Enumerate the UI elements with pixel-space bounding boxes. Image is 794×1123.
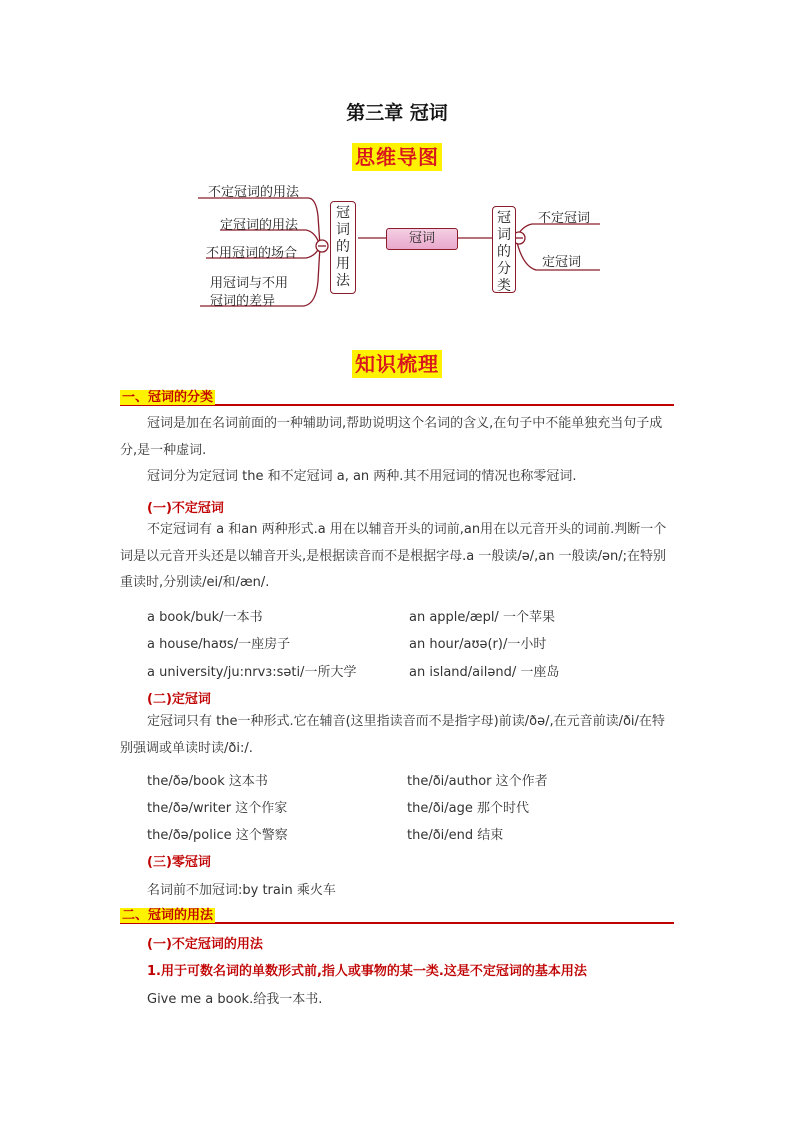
section-heading-1-text: 一、冠词的分类 <box>122 390 214 405</box>
subheading-indefinite-usage: (一)不定冠词的用法 <box>147 937 263 952</box>
mindmap-left-item-3: 不用冠词的场合 <box>206 246 298 261</box>
example-right: an apple/æpl/ 一个苹果 <box>409 610 555 625</box>
left-box-char: 用 <box>336 256 350 272</box>
example-right: the/ði/author 这个作者 <box>407 774 548 789</box>
section-heading-2 <box>120 904 674 924</box>
right-box-char: 类 <box>497 278 511 294</box>
right-box-char: 分 <box>497 261 511 277</box>
mindmap-left-box <box>330 201 356 294</box>
paragraph-classification: 冠词分为定冠词 the 和不定冠词 a, an 两种.其不用冠词的情况也称零冠词. <box>147 469 577 484</box>
page-title: 第三章 冠词 <box>346 102 448 124</box>
right-box-char: 词 <box>497 227 511 243</box>
subheading-zero-article: (三)零冠词 <box>147 855 211 870</box>
section-heading-2-text: 二、冠词的用法 <box>122 908 214 923</box>
rule-1: 1.用于可数名词的单数形式前,指人或事物的某一类.这是不定冠词的基本用法 <box>147 964 587 979</box>
example-right: an hour/aʊə(r)/一小时 <box>409 637 547 652</box>
knowledge-heading <box>0 348 794 377</box>
mindmap-left-item-2: 定冠词的用法 <box>220 218 299 233</box>
paragraph-intro: 冠词是加在名词前面的一种辅助词,帮助说明这个名词的含义,在句子中不能单独充当句子成分,是一种虚词. <box>120 416 663 458</box>
subheading-indefinite: (一)不定冠词 <box>147 501 224 516</box>
example-right: an island/ailənd/ 一座岛 <box>409 665 560 680</box>
mindmap-center-node: 冠词 <box>386 228 458 250</box>
example-right: the/ði/end 结束 <box>407 828 504 843</box>
mindmap-left-item-1: 不定冠词的用法 <box>208 185 300 200</box>
left-box-char: 冠 <box>336 205 350 221</box>
mindmap-right-item-1: 不定冠词 <box>538 211 591 226</box>
knowledge-heading-text: 知识梳理 <box>352 350 442 378</box>
left-box-char: 的 <box>336 239 350 255</box>
example-left: the/ðə/book 这本书 <box>147 774 268 789</box>
left-box-char: 法 <box>336 273 350 289</box>
mindmap-right-item-2: 定冠词 <box>542 255 582 270</box>
paragraph-indefinite: 不定冠词有 a 和an 两种形式.a 用在以辅音开头的词前,an用在以元音开头的词前.判断一个词是以元音开头还是以辅音开头,是根据读音而不是根据字母.a 一般读/ə/,an 一般读/ən/;在特别重读时,分别读/ei/和/æn/. <box>120 522 667 590</box>
rule-1-example: Give me a book.给我一本书. <box>147 992 323 1007</box>
mindmap-heading <box>0 141 794 170</box>
paragraph-definite: 定冠词只有 the一种形式.它在辅音(这里指读音而不是指字母)前读/ðə/,在元音前读/ði/在特别强调或单读时读/ði:/. <box>120 714 665 756</box>
left-box-char: 词 <box>336 222 350 238</box>
subheading-definite: (二)定冠词 <box>147 692 211 707</box>
example-left: the/ðə/writer 这个作家 <box>147 801 288 816</box>
mindmap-right-box <box>492 206 516 293</box>
mindmap <box>196 176 616 318</box>
mindmap-left-item-4a: 用冠词与不用 <box>210 276 289 291</box>
zero-article-example: 名词前不加冠词:by train 乘火车 <box>147 883 336 898</box>
right-box-char: 的 <box>497 244 511 260</box>
mindmap-left-item-4b: 冠词的差异 <box>210 294 276 309</box>
section-heading-1 <box>120 386 674 406</box>
example-right: the/ði/age 那个时代 <box>407 801 530 816</box>
right-box-char: 冠 <box>497 210 511 226</box>
example-left: a house/haʊs/一座房子 <box>147 637 291 652</box>
example-left: a book/buk/一本书 <box>147 610 263 625</box>
example-left: a university/ju:nrvɜ:səti/一所大学 <box>147 665 357 680</box>
example-left: the/ðə/police 这个警察 <box>147 828 288 843</box>
mindmap-heading-text: 思维导图 <box>352 143 442 171</box>
branch-right-1 <box>516 224 600 238</box>
